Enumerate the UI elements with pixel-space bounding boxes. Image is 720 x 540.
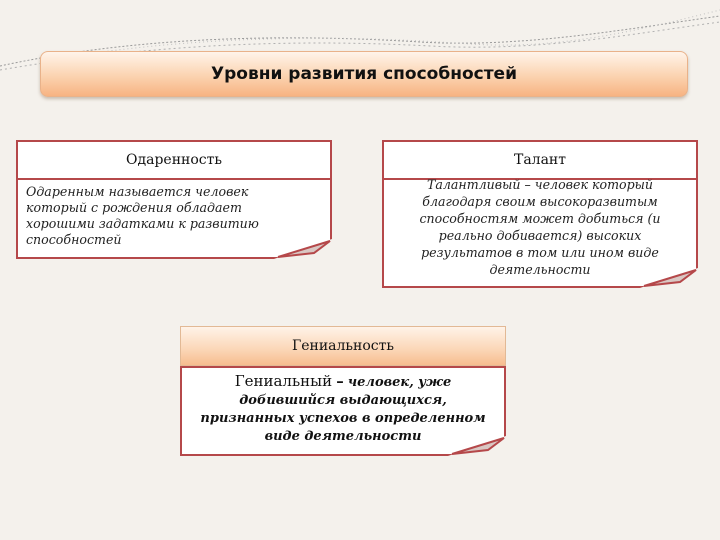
page-curl-icon [640, 268, 698, 288]
genius-text [190, 372, 496, 446]
talent-heading: Талант [513, 152, 566, 168]
genius-text-lead: Гениальный [234, 372, 333, 390]
talent-card [382, 178, 698, 288]
giftedness-text: Одаренным называется человек который с рождения обладает хорошими задатками к развитию способностей [26, 184, 259, 247]
talent-text: Талантливый – человек который благодаря своим высокоразвитым способностям может добиться (и реально добивается) высоких результатов в том или ином виде деятельности [419, 177, 661, 277]
genius-text-dash: – [336, 372, 344, 390]
giftedness-header [16, 140, 332, 180]
page-curl-icon [274, 239, 332, 259]
title-banner [40, 51, 688, 97]
giftedness-card [16, 178, 332, 259]
genius-header [180, 326, 506, 366]
genius-card [180, 366, 506, 456]
page-title: Уровни развития способностей [211, 64, 517, 84]
giftedness-heading: Одаренность [126, 152, 222, 168]
genius-heading: Гениальность [291, 338, 395, 354]
page-curl-icon [448, 436, 506, 456]
talent-header [382, 140, 698, 180]
genius-text-rest: человек, уже добившийся выдающихся, признанных успехов в определенном виде деятельности [200, 375, 486, 444]
